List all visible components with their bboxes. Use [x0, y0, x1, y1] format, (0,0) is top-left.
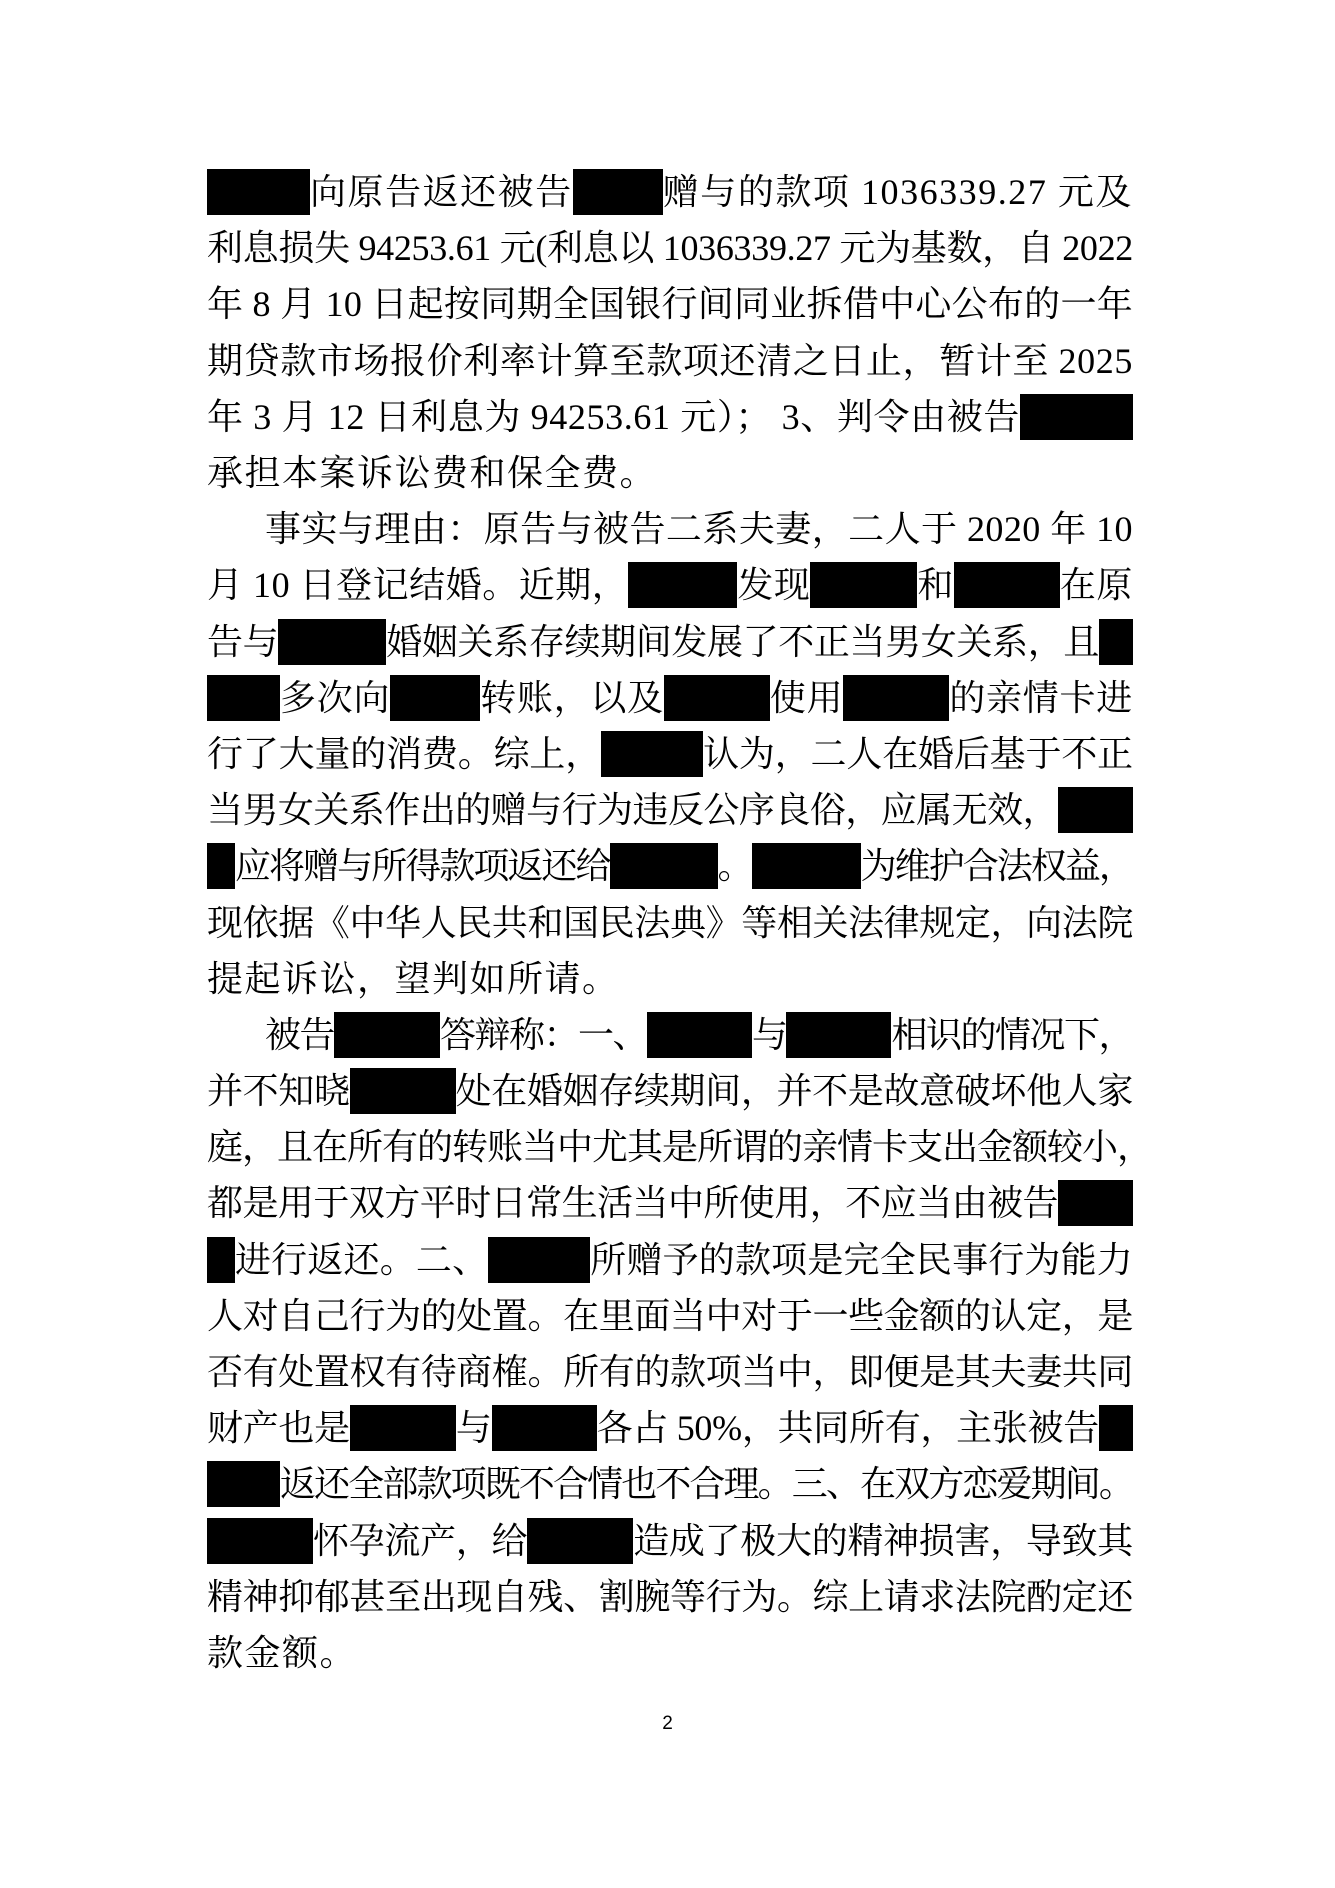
line-content: [207, 675, 1133, 721]
text-segment: 应将赠与所得款项返还给: [235, 846, 610, 887]
line-content: [207, 900, 1133, 946]
text-line: [207, 276, 1133, 332]
redaction-box: [1099, 1405, 1133, 1451]
text-segment: 事实与理由：原告与被告二系夫妻，二人于 2020 年 10: [265, 509, 1133, 550]
text-segment: 年 3 月 12 日利息为 94253.61 元）； 3、判令由被告: [207, 396, 1020, 437]
text-segment: 向原告返还被告: [310, 172, 573, 213]
document-body: [207, 164, 1152, 1681]
line-content: [207, 1180, 1133, 1226]
line-content: [207, 1124, 1152, 1170]
text-segment: 答辩称：一、: [440, 1014, 647, 1055]
text-segment: 人对自己行为的处置。在里面当中对于一些金额的认定，是: [207, 1295, 1133, 1336]
redaction-box: [207, 1461, 280, 1507]
text-segment: 婚姻关系存续期间发展了不正当男女关系，且: [386, 621, 1099, 662]
line-content: [207, 169, 1133, 215]
text-segment: 被告: [265, 1014, 334, 1055]
text-segment: 返还全部款项既不合情也不合理。三、在双方恋爱期间。: [280, 1464, 1133, 1505]
text-segment: 承担本案诉讼费和保全费。: [207, 453, 658, 494]
text-segment: 在原: [1059, 565, 1133, 606]
line-content: [207, 394, 1133, 440]
redaction-box: [390, 675, 480, 721]
text-line: [207, 1232, 1133, 1288]
redaction-box: [786, 1012, 891, 1058]
line-content: [207, 956, 620, 1002]
text-line: [207, 333, 1133, 389]
text-segment: 庭，且在所有的转账当中尤其是所谓的亲情卡支出金额较小，: [207, 1127, 1152, 1168]
redaction-box: [207, 675, 280, 721]
text-line: [207, 1344, 1133, 1400]
line-content: [207, 338, 1133, 384]
text-segment: 造成了极大的精神损害，导致其: [633, 1520, 1133, 1561]
redaction-box: [573, 169, 663, 215]
text-segment: 行了大量的消费。综上，: [207, 733, 602, 774]
text-segment: 款金额。: [207, 1632, 358, 1673]
text-segment: 。: [717, 846, 752, 887]
text-line: [207, 838, 1133, 894]
text-segment: 转账，以及: [480, 677, 664, 718]
line-content: [265, 1012, 1133, 1058]
text-line: [207, 1625, 1133, 1681]
line-content: [207, 843, 1133, 889]
redaction-box: [647, 1012, 752, 1058]
redaction-box: [207, 1237, 235, 1283]
text-line: [207, 164, 1133, 220]
redaction-box: [334, 1012, 440, 1058]
text-segment: 年 8 月 10 日起按同期全国银行间同业拆借中心公布的一年: [207, 284, 1133, 325]
text-line: [207, 1175, 1133, 1231]
text-segment: 否有处置权有待商榷。所有的款项当中，即便是其夫妻共同: [207, 1352, 1133, 1393]
text-segment: 赠与的款项 1036339.27 元及: [662, 172, 1133, 213]
text-line: [207, 1063, 1133, 1119]
redaction-box: [1020, 394, 1133, 440]
text-segment: 当男女关系作出的赠与行为违反公序良俗，应属无效，: [207, 790, 1058, 831]
text-line: [207, 894, 1133, 950]
text-segment: 与: [455, 1408, 492, 1449]
line-content: [265, 506, 1133, 552]
line-content: [207, 1293, 1133, 1339]
redaction-box: [207, 1518, 313, 1564]
line-content: [207, 1630, 357, 1676]
text-line: [207, 670, 1133, 726]
text-line: [207, 1119, 1152, 1175]
line-content: [207, 731, 1133, 777]
page-number: 2: [662, 1713, 673, 1734]
redaction-box: [810, 562, 917, 608]
line-content: [207, 225, 1133, 271]
text-segment: 各占 50%，共同所有，主张被告: [596, 1408, 1099, 1449]
text-segment: 和: [917, 565, 954, 606]
line-content: [207, 1518, 1133, 1564]
redaction-box: [610, 843, 718, 889]
text-line: [207, 1569, 1133, 1625]
text-line: [207, 1456, 1133, 1512]
text-segment: 并不知晓: [207, 1071, 350, 1112]
text-line: [207, 1400, 1133, 1456]
text-segment: 进行返还。二、: [235, 1239, 489, 1280]
text-line: [207, 1007, 1133, 1063]
line-content: [207, 1574, 1133, 1620]
text-line: [207, 557, 1133, 613]
redaction-box: [527, 1518, 633, 1564]
text-segment: 的亲情卡进: [949, 677, 1133, 718]
redaction-box: [752, 843, 861, 889]
text-segment: 所赠予的款项是完全民事行为能力: [590, 1239, 1133, 1280]
text-segment: 利息损失 94253.61 元(利息以 1036339.27 元为基数，自 2022: [207, 228, 1133, 269]
text-segment: 现依据《中华人民共和国民法典》等相关法律规定，向法院: [207, 902, 1133, 943]
text-line: [207, 614, 1133, 670]
redaction-box: [843, 675, 949, 721]
text-segment: 多次向: [280, 677, 391, 718]
line-content: [207, 1237, 1133, 1283]
redaction-box: [628, 562, 737, 608]
text-segment: 都是用于双方平时日常生活当中所使用，不应当由被告: [207, 1183, 1058, 1224]
text-segment: 为维护合法权益，: [860, 846, 1133, 887]
redaction-box: [1058, 1180, 1133, 1226]
text-segment: 相识的情况下，: [891, 1014, 1133, 1055]
text-line: [207, 1513, 1133, 1569]
line-content: [207, 1405, 1133, 1451]
redaction-box: [278, 619, 386, 665]
redaction-box: [207, 843, 235, 889]
text-segment: 月 10 日登记结婚。近期，: [207, 565, 629, 606]
text-segment: 精神抑郁甚至出现自残、割腕等行为。综上请求法院酌定还: [207, 1576, 1133, 1617]
text-line: [207, 951, 1133, 1007]
text-segment: 怀孕流产，给: [313, 1520, 528, 1561]
text-line: [207, 782, 1133, 838]
redaction-box: [1058, 787, 1133, 833]
line-content: [207, 1068, 1133, 1114]
line-content: [207, 787, 1133, 833]
text-segment: 认为，二人在婚后基于不正: [703, 733, 1133, 774]
text-line: [207, 726, 1133, 782]
text-line: [207, 1288, 1133, 1344]
line-content: [207, 281, 1133, 327]
text-segment: 处在婚姻存续期间，并不是故意破坏他人家: [455, 1071, 1133, 1112]
text-segment: 使用: [769, 677, 844, 718]
line-content: [207, 619, 1133, 665]
line-content: [207, 1349, 1133, 1395]
line-content: [207, 450, 657, 496]
text-line: [207, 389, 1133, 445]
redaction-box: [664, 675, 770, 721]
text-segment: 期贷款市场报价利率计算至款项还清之日止，暂计至 2025: [207, 340, 1133, 381]
redaction-box: [207, 169, 310, 215]
text-segment: 与: [751, 1014, 787, 1055]
redaction-box: [350, 1405, 456, 1451]
text-line: [207, 501, 1133, 557]
redaction-box: [601, 731, 703, 777]
redaction-box: [1099, 619, 1133, 665]
text-segment: 提起诉讼，望判如所请。: [207, 958, 620, 999]
redaction-box: [954, 562, 1060, 608]
redaction-box: [488, 1237, 590, 1283]
text-line: [207, 445, 1133, 501]
text-segment: 财产也是: [207, 1408, 350, 1449]
redaction-box: [492, 1405, 597, 1451]
redaction-box: [350, 1068, 456, 1114]
line-content: [207, 562, 1133, 608]
text-line: [207, 220, 1133, 276]
text-segment: 发现: [737, 565, 811, 606]
text-segment: 告与: [207, 621, 279, 662]
line-content: [207, 1461, 1133, 1507]
